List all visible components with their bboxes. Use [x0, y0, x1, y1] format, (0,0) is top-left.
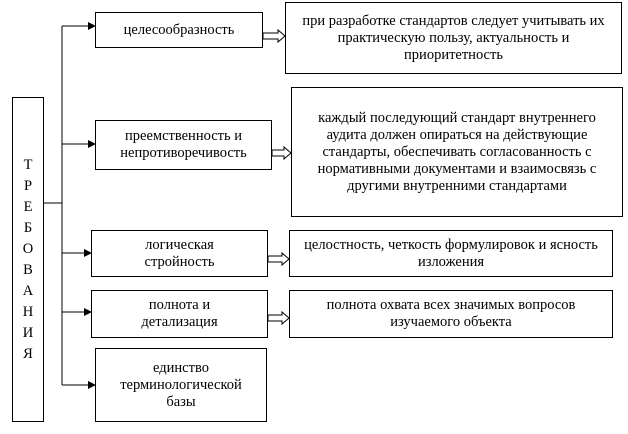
requirements-vertical-label [12, 97, 44, 422]
label-letter: Р [23, 177, 33, 194]
description-text: каждый последующий стандарт внутреннего аудита должен опираться на действующие стандарты, обеспечивать согласованность с нормативными документами и взаимосвязь с другими внутренними стандартами [317, 109, 597, 194]
requirement-label: единство терминологической базы [120, 359, 242, 410]
label-letter: Е [23, 198, 33, 215]
label-letter: О [22, 240, 34, 257]
double-arrow-1 [263, 30, 285, 42]
description-box-logical [289, 230, 613, 277]
requirement-box-continuity [95, 120, 272, 170]
description-box-completeness [289, 290, 613, 338]
label-letter: Н [22, 303, 34, 320]
double-arrow-4 [268, 312, 289, 324]
label-letter: Т [23, 156, 33, 173]
double-arrow-2 [272, 147, 291, 159]
requirement-label: целесообразность [123, 21, 235, 38]
description-text: полнота охвата всех значимых вопросов изучаемого объекта [326, 297, 576, 330]
requirement-box-completeness [91, 290, 268, 338]
description-box-continuity [291, 87, 623, 217]
label-letter: Б [23, 219, 33, 236]
label-letter: И [22, 324, 34, 341]
requirement-label: полнота и детализация [141, 297, 218, 330]
requirement-box-expediency [95, 12, 263, 48]
requirement-label: логическая стройность [144, 236, 215, 270]
requirement-label: преемственность и непротиворечивость [120, 128, 247, 161]
requirement-box-logical [91, 230, 268, 277]
label-letter: Я [23, 345, 33, 362]
label-letter: А [22, 282, 34, 299]
description-text: целостность, четкость формулировок и ясность изложения [304, 236, 598, 270]
requirement-box-terminology [95, 348, 267, 422]
description-text: при разработке стандартов следует учитывать их практическую пользу, актуальность и приоритетность [302, 12, 605, 63]
description-box-expediency [285, 2, 622, 74]
label-letter: В [23, 261, 33, 278]
double-arrow-3 [268, 253, 289, 265]
